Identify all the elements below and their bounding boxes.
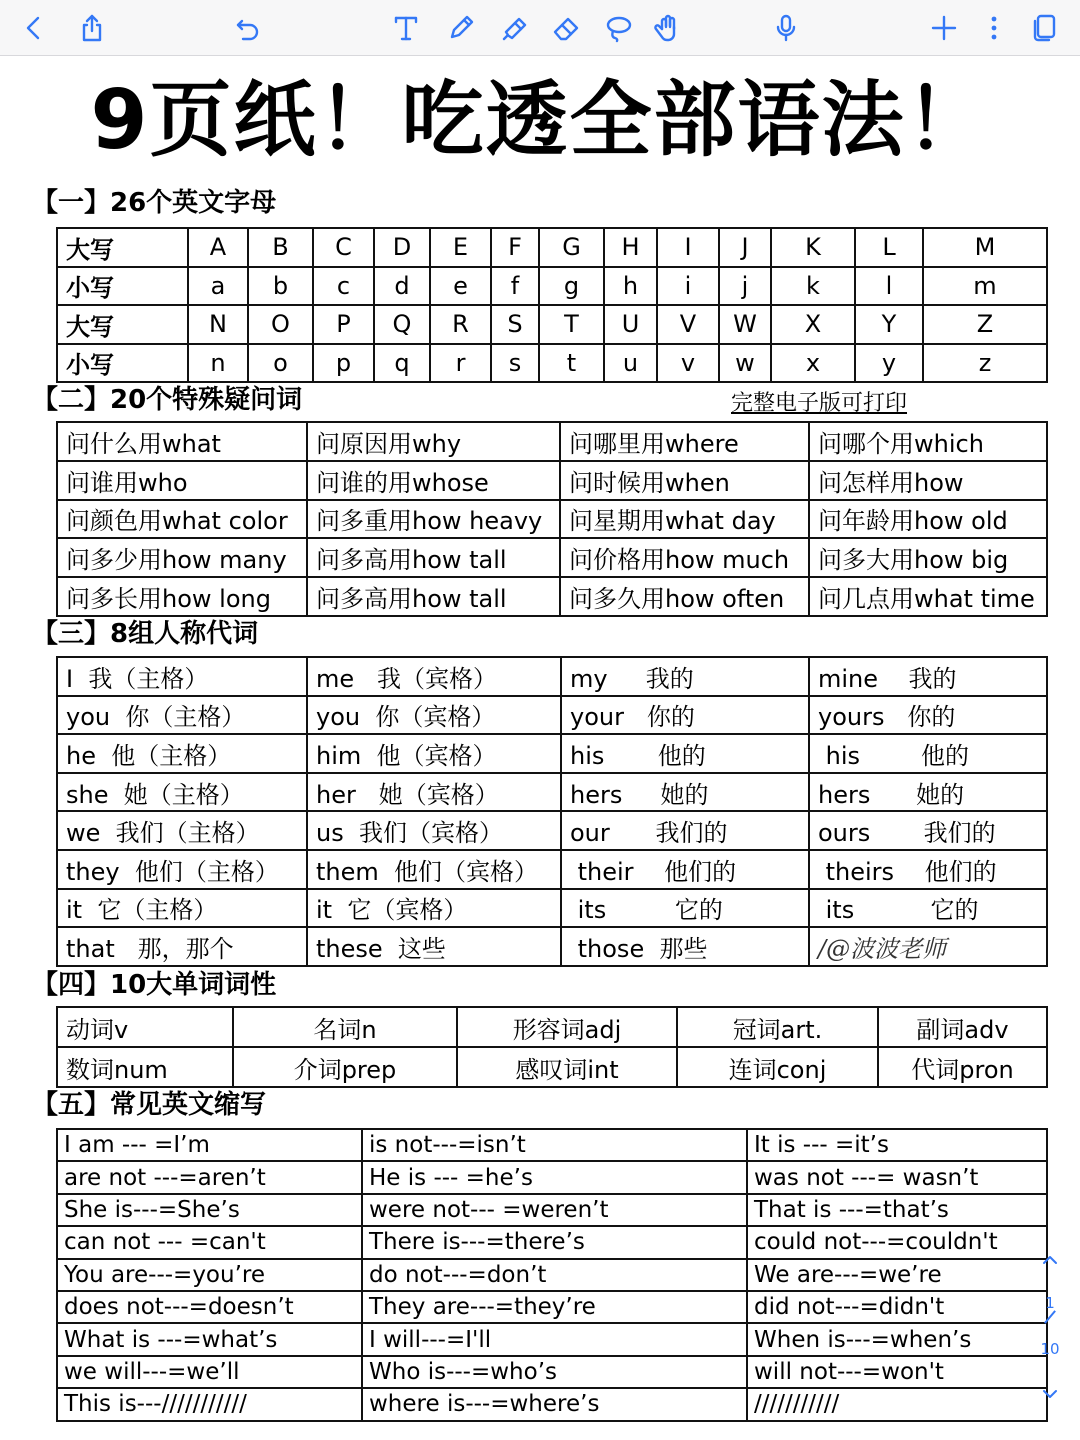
page-up-chevron-icon[interactable] bbox=[1040, 1250, 1060, 1270]
table-cell: O bbox=[248, 305, 313, 344]
table-cell: w bbox=[719, 344, 771, 383]
table-cell: will not---=won't bbox=[747, 1356, 1047, 1388]
table-cell: him 他（宾格） bbox=[307, 734, 561, 773]
table-cell: p bbox=[313, 344, 374, 383]
pronouns-table bbox=[56, 656, 1048, 967]
table-cell: do not---=don’t bbox=[362, 1259, 747, 1291]
table-cell: s bbox=[491, 344, 539, 383]
table-cell: hers 她的 bbox=[561, 773, 809, 812]
table-cell: A bbox=[188, 228, 248, 267]
current-page-number: 1 bbox=[1045, 1294, 1055, 1312]
table-cell: 问原因用why bbox=[307, 422, 560, 461]
table-cell: hers 她的 bbox=[809, 773, 1047, 812]
table-cell: I will---=I'll bbox=[362, 1323, 747, 1355]
table-cell: i bbox=[657, 267, 719, 306]
table-cell: 小写 bbox=[57, 344, 188, 383]
table-cell: 问几点用what time bbox=[809, 577, 1047, 616]
table-cell: 问时候用when bbox=[560, 461, 809, 500]
table-cell: H bbox=[604, 228, 657, 267]
table-cell: c bbox=[313, 267, 374, 306]
table-cell: l bbox=[855, 267, 923, 306]
table-cell: where is---=where’s bbox=[362, 1388, 747, 1420]
table-cell: 问价格用how much bbox=[560, 538, 809, 577]
table-row bbox=[57, 811, 1047, 850]
table-cell: That is ---=that’s bbox=[747, 1194, 1047, 1226]
question-words-table bbox=[56, 421, 1048, 617]
table-cell: S bbox=[491, 305, 539, 344]
microphone-icon[interactable] bbox=[766, 8, 806, 48]
table-cell: x bbox=[771, 344, 855, 383]
pronouns-table-body bbox=[57, 657, 1047, 966]
table-cell: f bbox=[491, 267, 539, 306]
table-cell: it 它（主格） bbox=[57, 889, 307, 928]
page-title: 9页纸！吃透全部语法！ bbox=[90, 73, 990, 168]
table-cell: he 他（主格） bbox=[57, 734, 307, 773]
table-cell: 介词prep bbox=[233, 1047, 457, 1087]
table-row bbox=[57, 850, 1047, 889]
table-row bbox=[57, 927, 1047, 966]
table-cell: R bbox=[430, 305, 491, 344]
table-cell: 感叹词int bbox=[457, 1047, 677, 1087]
section-heading-question-words: 【二】20个特殊疑问词 bbox=[32, 385, 303, 415]
table-cell: Z bbox=[923, 305, 1047, 344]
table-cell: is not---=isn’t bbox=[362, 1129, 747, 1161]
table-row bbox=[57, 1007, 1047, 1047]
table-cell: 问多高用how tall bbox=[307, 538, 560, 577]
table-cell: that 那，那个 bbox=[57, 927, 307, 966]
table-cell: 问多久用how often bbox=[560, 577, 809, 616]
alphabet-table-body bbox=[57, 228, 1047, 382]
table-cell: U bbox=[604, 305, 657, 344]
table-row bbox=[57, 267, 1047, 306]
table-cell: D bbox=[374, 228, 430, 267]
table-cell: theirs 他们的 bbox=[809, 850, 1047, 889]
table-cell: 大写 bbox=[57, 228, 188, 267]
table-row bbox=[57, 1129, 1047, 1161]
table-cell: 代词pron bbox=[878, 1047, 1047, 1087]
table-row bbox=[57, 1047, 1047, 1087]
table-row bbox=[57, 889, 1047, 928]
table-row bbox=[57, 657, 1047, 696]
table-cell: You are---=you’re bbox=[57, 1259, 362, 1291]
table-cell: 问谁的用whose bbox=[307, 461, 560, 500]
table-row bbox=[57, 538, 1047, 577]
table-cell: you 你（主格） bbox=[57, 696, 307, 735]
table-cell: us 我们（宾格） bbox=[307, 811, 561, 850]
table-cell: 问星期用what day bbox=[560, 500, 809, 539]
table-cell: It is --- =it’s bbox=[747, 1129, 1047, 1161]
table-cell: can not --- =can't bbox=[57, 1226, 362, 1258]
table-cell: 冠词art. bbox=[677, 1007, 878, 1047]
table-row bbox=[57, 305, 1047, 344]
section-heading-alphabet: 【一】26个英文字母 bbox=[32, 188, 277, 218]
total-page-number: 10 bbox=[1040, 1340, 1060, 1358]
table-cell: I bbox=[657, 228, 719, 267]
table-row bbox=[57, 577, 1047, 616]
table-cell: 问多少用how many bbox=[57, 538, 307, 577]
table-cell: yours 你的 bbox=[809, 696, 1047, 735]
table-cell: does not---=doesn’t bbox=[57, 1291, 362, 1323]
table-cell: 问哪里用where bbox=[560, 422, 809, 461]
share-icon[interactable] bbox=[72, 8, 112, 48]
table-cell: They are---=they’re bbox=[362, 1291, 747, 1323]
table-cell: Q bbox=[374, 305, 430, 344]
table-cell: h bbox=[604, 267, 657, 306]
table-cell: these 这些 bbox=[307, 927, 561, 966]
table-cell: What is ---=what’s bbox=[57, 1323, 362, 1355]
table-row bbox=[57, 422, 1047, 461]
table-cell: her 她（宾格） bbox=[307, 773, 561, 812]
table-cell: /@波波老师 bbox=[809, 927, 1047, 966]
table-cell: B bbox=[248, 228, 313, 267]
parts-of-speech-table bbox=[56, 1006, 1048, 1088]
table-cell: L bbox=[855, 228, 923, 267]
table-cell: 连词conj bbox=[677, 1047, 878, 1087]
table-cell: u bbox=[604, 344, 657, 383]
table-cell: are not ---=aren’t bbox=[57, 1161, 362, 1193]
pen-icon[interactable] bbox=[441, 8, 481, 48]
table-cell: Who is---=who’s bbox=[362, 1356, 747, 1388]
table-cell: could not---=couldn't bbox=[747, 1226, 1047, 1258]
table-cell: 问颜色用what color bbox=[57, 500, 307, 539]
table-cell: 问多重用how heavy bbox=[307, 500, 560, 539]
table-cell: 大写 bbox=[57, 305, 188, 344]
table-cell: t bbox=[539, 344, 604, 383]
table-cell: There is---=there’s bbox=[362, 1226, 747, 1258]
top-toolbar bbox=[0, 0, 1080, 56]
table-row bbox=[57, 1323, 1047, 1355]
section-heading-parts-of-speech: 【四】10大单词词性 bbox=[32, 970, 277, 1000]
pages-icon[interactable] bbox=[1024, 8, 1064, 48]
table-row bbox=[57, 1226, 1047, 1258]
table-cell: This is---/////////// bbox=[57, 1388, 362, 1420]
table-cell: it 它（宾格） bbox=[307, 889, 561, 928]
table-cell: my 我的 bbox=[561, 657, 809, 696]
table-cell: 动词v bbox=[57, 1007, 233, 1047]
table-cell: He is --- =he’s bbox=[362, 1161, 747, 1193]
table-cell: 副词adv bbox=[878, 1007, 1047, 1047]
page-scroller[interactable] bbox=[1036, 1250, 1064, 1410]
table-row bbox=[57, 228, 1047, 267]
table-cell: 问怎样用how bbox=[809, 461, 1047, 500]
table-cell: we will---=we’ll bbox=[57, 1356, 362, 1388]
table-row bbox=[57, 1194, 1047, 1226]
table-row bbox=[57, 461, 1047, 500]
table-cell: 名词n bbox=[233, 1007, 457, 1047]
table-cell: did not---=didn't bbox=[747, 1291, 1047, 1323]
table-cell: 问哪个用which bbox=[809, 422, 1047, 461]
table-cell: I am --- =I’m bbox=[57, 1129, 362, 1161]
table-cell: a bbox=[188, 267, 248, 306]
table-cell: was not ---= wasn’t bbox=[747, 1161, 1047, 1193]
table-cell: our 我们的 bbox=[561, 811, 809, 850]
lasso-icon[interactable] bbox=[598, 8, 638, 48]
eraser-icon[interactable] bbox=[546, 8, 586, 48]
table-row bbox=[57, 773, 1047, 812]
table-cell: K bbox=[771, 228, 855, 267]
table-cell: 小写 bbox=[57, 267, 188, 306]
table-cell: 问多高用how tall bbox=[307, 577, 560, 616]
table-cell: mine 我的 bbox=[809, 657, 1047, 696]
table-cell: m bbox=[923, 267, 1047, 306]
table-cell: J bbox=[719, 228, 771, 267]
table-row bbox=[57, 1259, 1047, 1291]
table-cell: P bbox=[313, 305, 374, 344]
table-cell: j bbox=[719, 267, 771, 306]
abbreviations-table bbox=[56, 1128, 1048, 1422]
print-version-link[interactable]: 完整电子版可打印 bbox=[731, 391, 908, 416]
table-cell: e bbox=[430, 267, 491, 306]
table-cell: T bbox=[539, 305, 604, 344]
table-cell: 问谁用who bbox=[57, 461, 307, 500]
table-cell: 问什么用what bbox=[57, 422, 307, 461]
table-cell: 数词num bbox=[57, 1047, 233, 1087]
back-chevron-icon[interactable] bbox=[14, 8, 54, 48]
table-cell: r bbox=[430, 344, 491, 383]
table-cell: C bbox=[313, 228, 374, 267]
table-cell: q bbox=[374, 344, 430, 383]
table-cell: were not--- =weren’t bbox=[362, 1194, 747, 1226]
table-row bbox=[57, 1291, 1047, 1323]
table-cell: She is---=She’s bbox=[57, 1194, 362, 1226]
table-cell: y bbox=[855, 344, 923, 383]
table-row bbox=[57, 1161, 1047, 1193]
table-cell: d bbox=[374, 267, 430, 306]
section-heading-pronouns: 【三】8组人称代词 bbox=[32, 619, 259, 649]
table-cell: W bbox=[719, 305, 771, 344]
table-cell: 问多长用how long bbox=[57, 577, 307, 616]
table-cell: Y bbox=[855, 305, 923, 344]
table-cell: they 他们（主格） bbox=[57, 850, 307, 889]
parts-of-speech-table-body bbox=[57, 1007, 1047, 1087]
table-cell: /////////// bbox=[747, 1388, 1047, 1420]
table-cell: G bbox=[539, 228, 604, 267]
add-icon[interactable] bbox=[924, 8, 964, 48]
table-cell: your 你的 bbox=[561, 696, 809, 735]
text-tool-icon[interactable] bbox=[386, 8, 426, 48]
section-heading-abbreviations: 【五】常见英文缩写 bbox=[32, 1090, 267, 1120]
table-cell: we 我们（主格） bbox=[57, 811, 307, 850]
table-cell: n bbox=[188, 344, 248, 383]
table-cell: me 我（宾格） bbox=[307, 657, 561, 696]
table-cell: she 她（主格） bbox=[57, 773, 307, 812]
table-cell: them 他们（宾格） bbox=[307, 850, 561, 889]
table-cell: We are---=we’re bbox=[747, 1259, 1047, 1291]
table-row bbox=[57, 1356, 1047, 1388]
table-cell: o bbox=[248, 344, 313, 383]
table-cell: z bbox=[923, 344, 1047, 383]
alphabet-table bbox=[56, 227, 1048, 383]
page-down-chevron-icon[interactable] bbox=[1040, 1384, 1060, 1404]
table-cell: his 他的 bbox=[809, 734, 1047, 773]
table-row bbox=[57, 500, 1047, 539]
table-cell: ours 我们的 bbox=[809, 811, 1047, 850]
table-cell: k bbox=[771, 267, 855, 306]
table-cell: M bbox=[923, 228, 1047, 267]
table-cell: v bbox=[657, 344, 719, 383]
table-row bbox=[57, 734, 1047, 773]
table-cell: F bbox=[491, 228, 539, 267]
table-cell: V bbox=[657, 305, 719, 344]
undo-icon[interactable] bbox=[228, 8, 268, 48]
table-cell: its 它的 bbox=[809, 889, 1047, 928]
table-cell: 问年龄用how old bbox=[809, 500, 1047, 539]
question-words-table-body bbox=[57, 422, 1047, 616]
table-cell: N bbox=[188, 305, 248, 344]
highlighter-icon[interactable] bbox=[494, 8, 534, 48]
table-cell: its 它的 bbox=[561, 889, 809, 928]
table-row bbox=[57, 344, 1047, 383]
table-row bbox=[57, 696, 1047, 735]
table-cell: 形容词adj bbox=[457, 1007, 677, 1047]
table-cell: X bbox=[771, 305, 855, 344]
table-cell: When is---=when’s bbox=[747, 1323, 1047, 1355]
table-cell: their 他们的 bbox=[561, 850, 809, 889]
table-cell: b bbox=[248, 267, 313, 306]
page-divider bbox=[1044, 1310, 1056, 1324]
abbreviations-table-body bbox=[57, 1129, 1047, 1421]
table-cell: his 他的 bbox=[561, 734, 809, 773]
table-cell: those 那些 bbox=[561, 927, 809, 966]
table-cell: 问多大用how big bbox=[809, 538, 1047, 577]
table-cell: I 我（主格） bbox=[57, 657, 307, 696]
table-cell: you 你（宾格） bbox=[307, 696, 561, 735]
more-icon[interactable] bbox=[974, 8, 1014, 48]
hand-tool-icon[interactable] bbox=[648, 8, 688, 48]
table-row bbox=[57, 1388, 1047, 1420]
table-cell: g bbox=[539, 267, 604, 306]
table-cell: E bbox=[430, 228, 491, 267]
